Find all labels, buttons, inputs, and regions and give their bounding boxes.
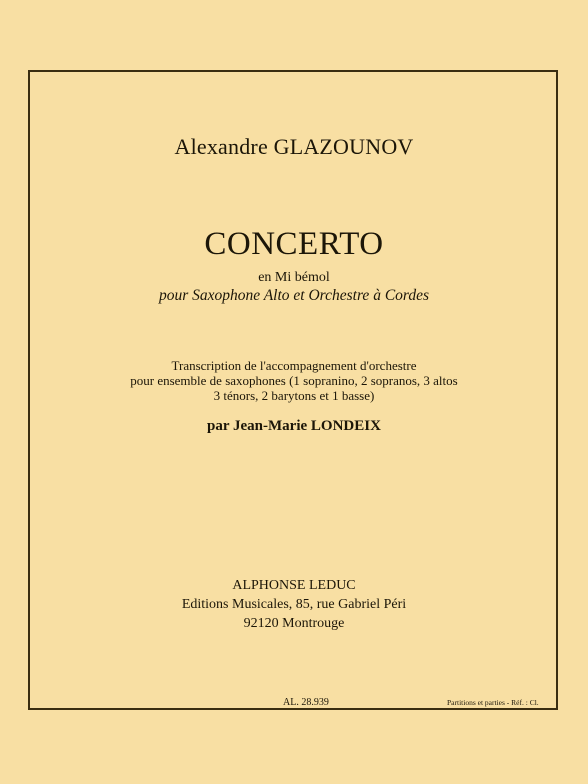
transcription-line: 3 ténors, 2 barytons et 1 basse) xyxy=(213,388,375,403)
transcription-line: pour ensemble de saxophones (1 sopranino, 2 sopranos, 3 altos xyxy=(130,373,458,388)
publisher-block xyxy=(0,576,588,633)
publisher-name: ALPHONSE LEDUC xyxy=(232,578,356,593)
work-title: CONCERTO xyxy=(204,226,384,262)
parts-note: Partitions et parties - Réf. : Cl. xyxy=(447,698,539,707)
arranger-credit: par Jean-Marie LONDEIX xyxy=(207,418,381,434)
instrumentation-subtitle: pour Saxophone Alto et Orchestre à Cordes xyxy=(158,287,430,304)
publisher-city: 92120 Montrouge xyxy=(243,616,345,631)
publisher-address: Editions Musicales, 85, rue Gabriel Péri xyxy=(181,597,407,612)
composer-name: Alexandre GLAZOUNOV xyxy=(174,134,414,159)
catalog-reference: AL. 28.939 xyxy=(283,697,329,708)
transcription-line: Transcription de l'accompagnement d'orchestre xyxy=(171,358,417,373)
key-subtitle: en Mi bémol xyxy=(258,270,330,285)
transcription-note xyxy=(0,358,588,403)
